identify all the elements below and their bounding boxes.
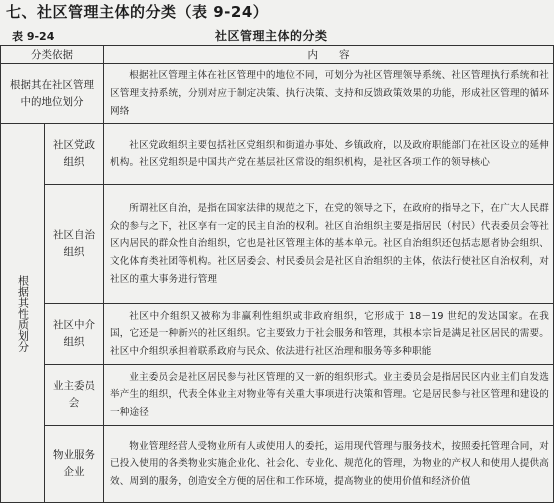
table-row [1,365,554,426]
content-intermediary: 社区中介组织又被称为非赢利性组织或非政府组织，它形成于 18－19 世纪的发达国家。在我国，它还是一种新兴的社区组织。它主要致力于社会服务和管理，其根本宗旨是满足社区居民的需要。社区中介组织承担着联系政府与民众、依法进行社区治理和服务等多种职能 [110,310,549,358]
table-number: 表 9-24 [12,30,55,43]
table-title: 社区管理主体的分类 [215,29,328,43]
table-row [1,304,554,365]
table-header-row [1,46,554,64]
header-content: 内 容 [104,46,554,64]
table-row [1,124,554,185]
table-row [1,64,554,124]
basis-nature: 根据其性质划分 [16,274,30,352]
subcategory-party-gov: 社区党政组织 [53,139,95,169]
table-row [1,426,554,503]
section-heading: 七、社区管理主体的分类（表 9-24） [6,3,269,21]
subcategory-owners-committee: 业主委员会 [53,380,95,410]
content-self-governance: 所谓社区自治，是指在国家法律的规范之下，在党的领导之下，在政府的指导之下，在广大人民群众的参与之下，社区享有一定的民主自治的权利。社区自治组织主要是指居民（村民）代表委员会等社区内居民的群众性自治组织，它也是社区管理主体的基本单元。社区自治组织还包括志愿者协会组织、文化体育类社团等机构。社区居委会、村民委员会是社区自治组织的主体，依法行使社区自治权利，对社区的重大事务进行管理 [110,202,549,286]
subcategory-self-governance: 社区自治组织 [53,229,95,259]
subcategory-property-service: 物业服务企业 [53,449,95,479]
table-row [1,185,554,304]
subcategory-intermediary: 社区中介组织 [53,319,95,349]
content-position: 根据社区管理主体在社区管理中的地位不同，可划分为社区管理领导系统、社区管理执行系统和社区管理支持系统，分别对应于制定决策、执行决策、支持和反馈政策效果的功能，形成社区管理的循环网络 [110,70,549,117]
basis-position: 根据其在社区管理中的地位划分 [10,78,94,108]
content-party-gov: 社区党政组织主要包括社区党组织和街道办事处、乡镇政府，以及政府职能部门在社区设立的延伸机构。社区党组织是中国共产党在基层社区常设的组织机构，是社区各项工作的领导核心 [110,139,549,169]
content-owners-committee: 业主委员会是社区居民参与社区管理的又一新的组织形式。业主委员会是指居民区内业主们自发选举产生的组织，代表全体业主对物业等有关重大事项进行决策和管理。它是居民参与社区管理和建设的一种途径 [110,371,549,419]
content-property-service: 物业管理经营人受物业所有人或使用人的委托，运用现代管理与服务技术，按照委托管理合同，对已投入使用的各类物业实施企业化、社会化、专业化、规范化的管理，为物业的产权人和使用人提供高效、周到的服务，创造安全方便的居住和工作环境，提高物业的使用价值和经济价值 [110,440,549,488]
header-basis: 分类依据 [1,46,104,64]
classification-table [0,45,554,503]
